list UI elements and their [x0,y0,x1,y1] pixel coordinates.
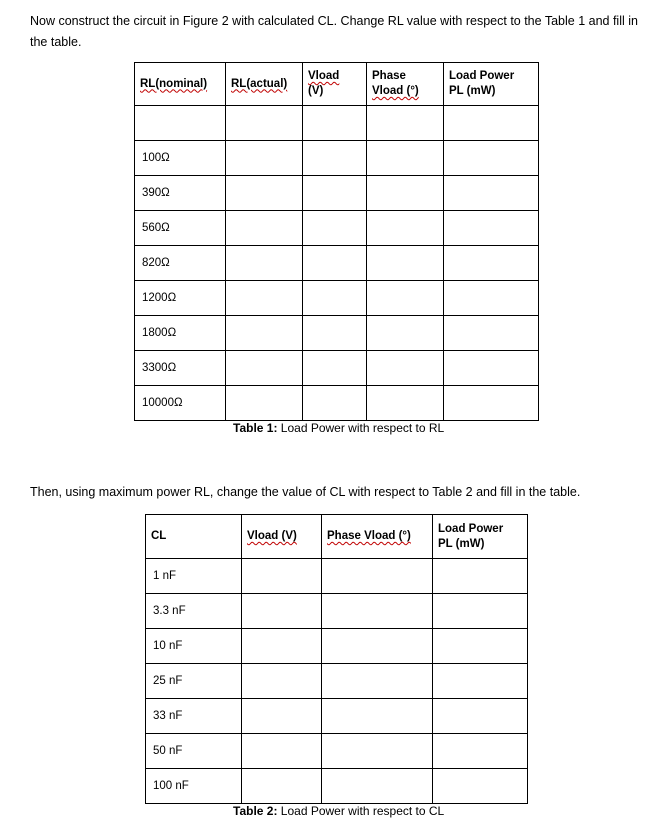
cl-cell: 10 nF [146,629,242,664]
power-cell[interactable] [444,106,539,141]
header-load-power: Load Power PL (mW) [444,63,539,106]
header-vload: Vload (V) [303,63,367,106]
header-phase-vload: Phase Vload (°) [367,63,444,106]
cl-cell: 33 nF [146,699,242,734]
rl-nominal-cell: 1800Ω [135,316,226,351]
vload-cell[interactable] [242,769,322,804]
phase-cell[interactable] [367,351,444,386]
phase-cell[interactable] [322,769,433,804]
table-row [146,664,528,699]
rl-actual-cell[interactable] [226,211,303,246]
table1-caption: Table 1: Load Power with respect to RL [233,421,445,435]
vload-cell[interactable] [303,141,367,176]
table-row [146,699,528,734]
rl-nominal-cell: 100Ω [135,141,226,176]
power-cell[interactable] [444,246,539,281]
rl-actual-cell[interactable] [226,246,303,281]
rl-actual-cell[interactable] [226,141,303,176]
rl-nominal-cell: 1200Ω [135,281,226,316]
header-load-power: Load Power PL (mW) [433,515,528,559]
phase-cell[interactable] [322,734,433,769]
power-cell[interactable] [444,141,539,176]
vload-cell[interactable] [303,316,367,351]
phase-cell[interactable] [367,211,444,246]
phase-cell[interactable] [367,246,444,281]
table-row [135,281,539,316]
vload-cell[interactable] [242,734,322,769]
vload-cell[interactable] [303,351,367,386]
power-cell[interactable] [433,769,528,804]
table-row [135,176,539,211]
table-row [146,559,528,594]
table-row [135,141,539,176]
phase-cell[interactable] [367,176,444,211]
rl-actual-cell[interactable] [226,176,303,211]
power-cell[interactable] [444,176,539,211]
load-power-cl-table [145,514,528,804]
table-row [135,351,539,386]
power-cell[interactable] [433,594,528,629]
phase-cell[interactable] [367,281,444,316]
phase-cell[interactable] [322,594,433,629]
table-row [146,734,528,769]
second-paragraph: Then, using maximum power RL, change the value of CL with respect to Table 2 and fill in the table. [30,485,581,499]
vload-cell[interactable] [242,699,322,734]
power-cell[interactable] [433,664,528,699]
rl-actual-cell[interactable] [226,106,303,141]
rl-nominal-cell: 560Ω [135,211,226,246]
cl-cell: 1 nF [146,559,242,594]
rl-actual-cell[interactable] [226,351,303,386]
power-cell[interactable] [444,351,539,386]
header-vload: Vload (V) [242,515,322,559]
header-rl-nominal: RL(nominal) [135,63,226,106]
vload-cell[interactable] [303,176,367,211]
cl-cell: 25 nF [146,664,242,699]
vload-cell[interactable] [242,664,322,699]
table-row [146,594,528,629]
header-cl: CL [146,515,242,559]
table-row [146,769,528,804]
phase-cell[interactable] [322,629,433,664]
rl-actual-cell[interactable] [226,316,303,351]
power-cell[interactable] [433,559,528,594]
cl-cell: 100 nF [146,769,242,804]
cl-cell: 3.3 nF [146,594,242,629]
table-row [135,106,539,141]
power-cell[interactable] [433,699,528,734]
rl-nominal-cell: 10000Ω [135,386,226,421]
power-cell[interactable] [444,316,539,351]
table-row [135,316,539,351]
table-row [135,211,539,246]
cl-cell: 50 nF [146,734,242,769]
vload-cell[interactable] [303,386,367,421]
vload-cell[interactable] [303,246,367,281]
rl-actual-cell[interactable] [226,386,303,421]
phase-cell[interactable] [367,316,444,351]
phase-cell[interactable] [367,141,444,176]
vload-cell[interactable] [303,211,367,246]
table-row [135,386,539,421]
power-cell[interactable] [444,386,539,421]
vload-cell[interactable] [242,629,322,664]
header-phase-vload: Phase Vload (°) [322,515,433,559]
power-cell[interactable] [433,734,528,769]
table2-caption: Table 2: Load Power with respect to CL [233,804,445,818]
phase-cell[interactable] [367,386,444,421]
rl-nominal-cell [135,106,226,141]
header-rl-actual: RL(actual) [226,63,303,106]
vload-cell[interactable] [242,594,322,629]
phase-cell[interactable] [367,106,444,141]
power-cell[interactable] [444,211,539,246]
phase-cell[interactable] [322,664,433,699]
rl-nominal-cell: 390Ω [135,176,226,211]
vload-cell[interactable] [303,281,367,316]
table-row [135,246,539,281]
table-row [146,629,528,664]
rl-nominal-cell: 3300Ω [135,351,226,386]
rl-nominal-cell: 820Ω [135,246,226,281]
phase-cell[interactable] [322,699,433,734]
load-power-rl-table [134,62,539,421]
rl-actual-cell[interactable] [226,281,303,316]
vload-cell[interactable] [303,106,367,141]
power-cell[interactable] [433,629,528,664]
vload-cell[interactable] [242,559,322,594]
phase-cell[interactable] [322,559,433,594]
intro-paragraph: Now construct the circuit in Figure 2 with calculated CL. Change RL value with respect to the Table 1 and fill in the table. [30,14,638,49]
power-cell[interactable] [444,281,539,316]
